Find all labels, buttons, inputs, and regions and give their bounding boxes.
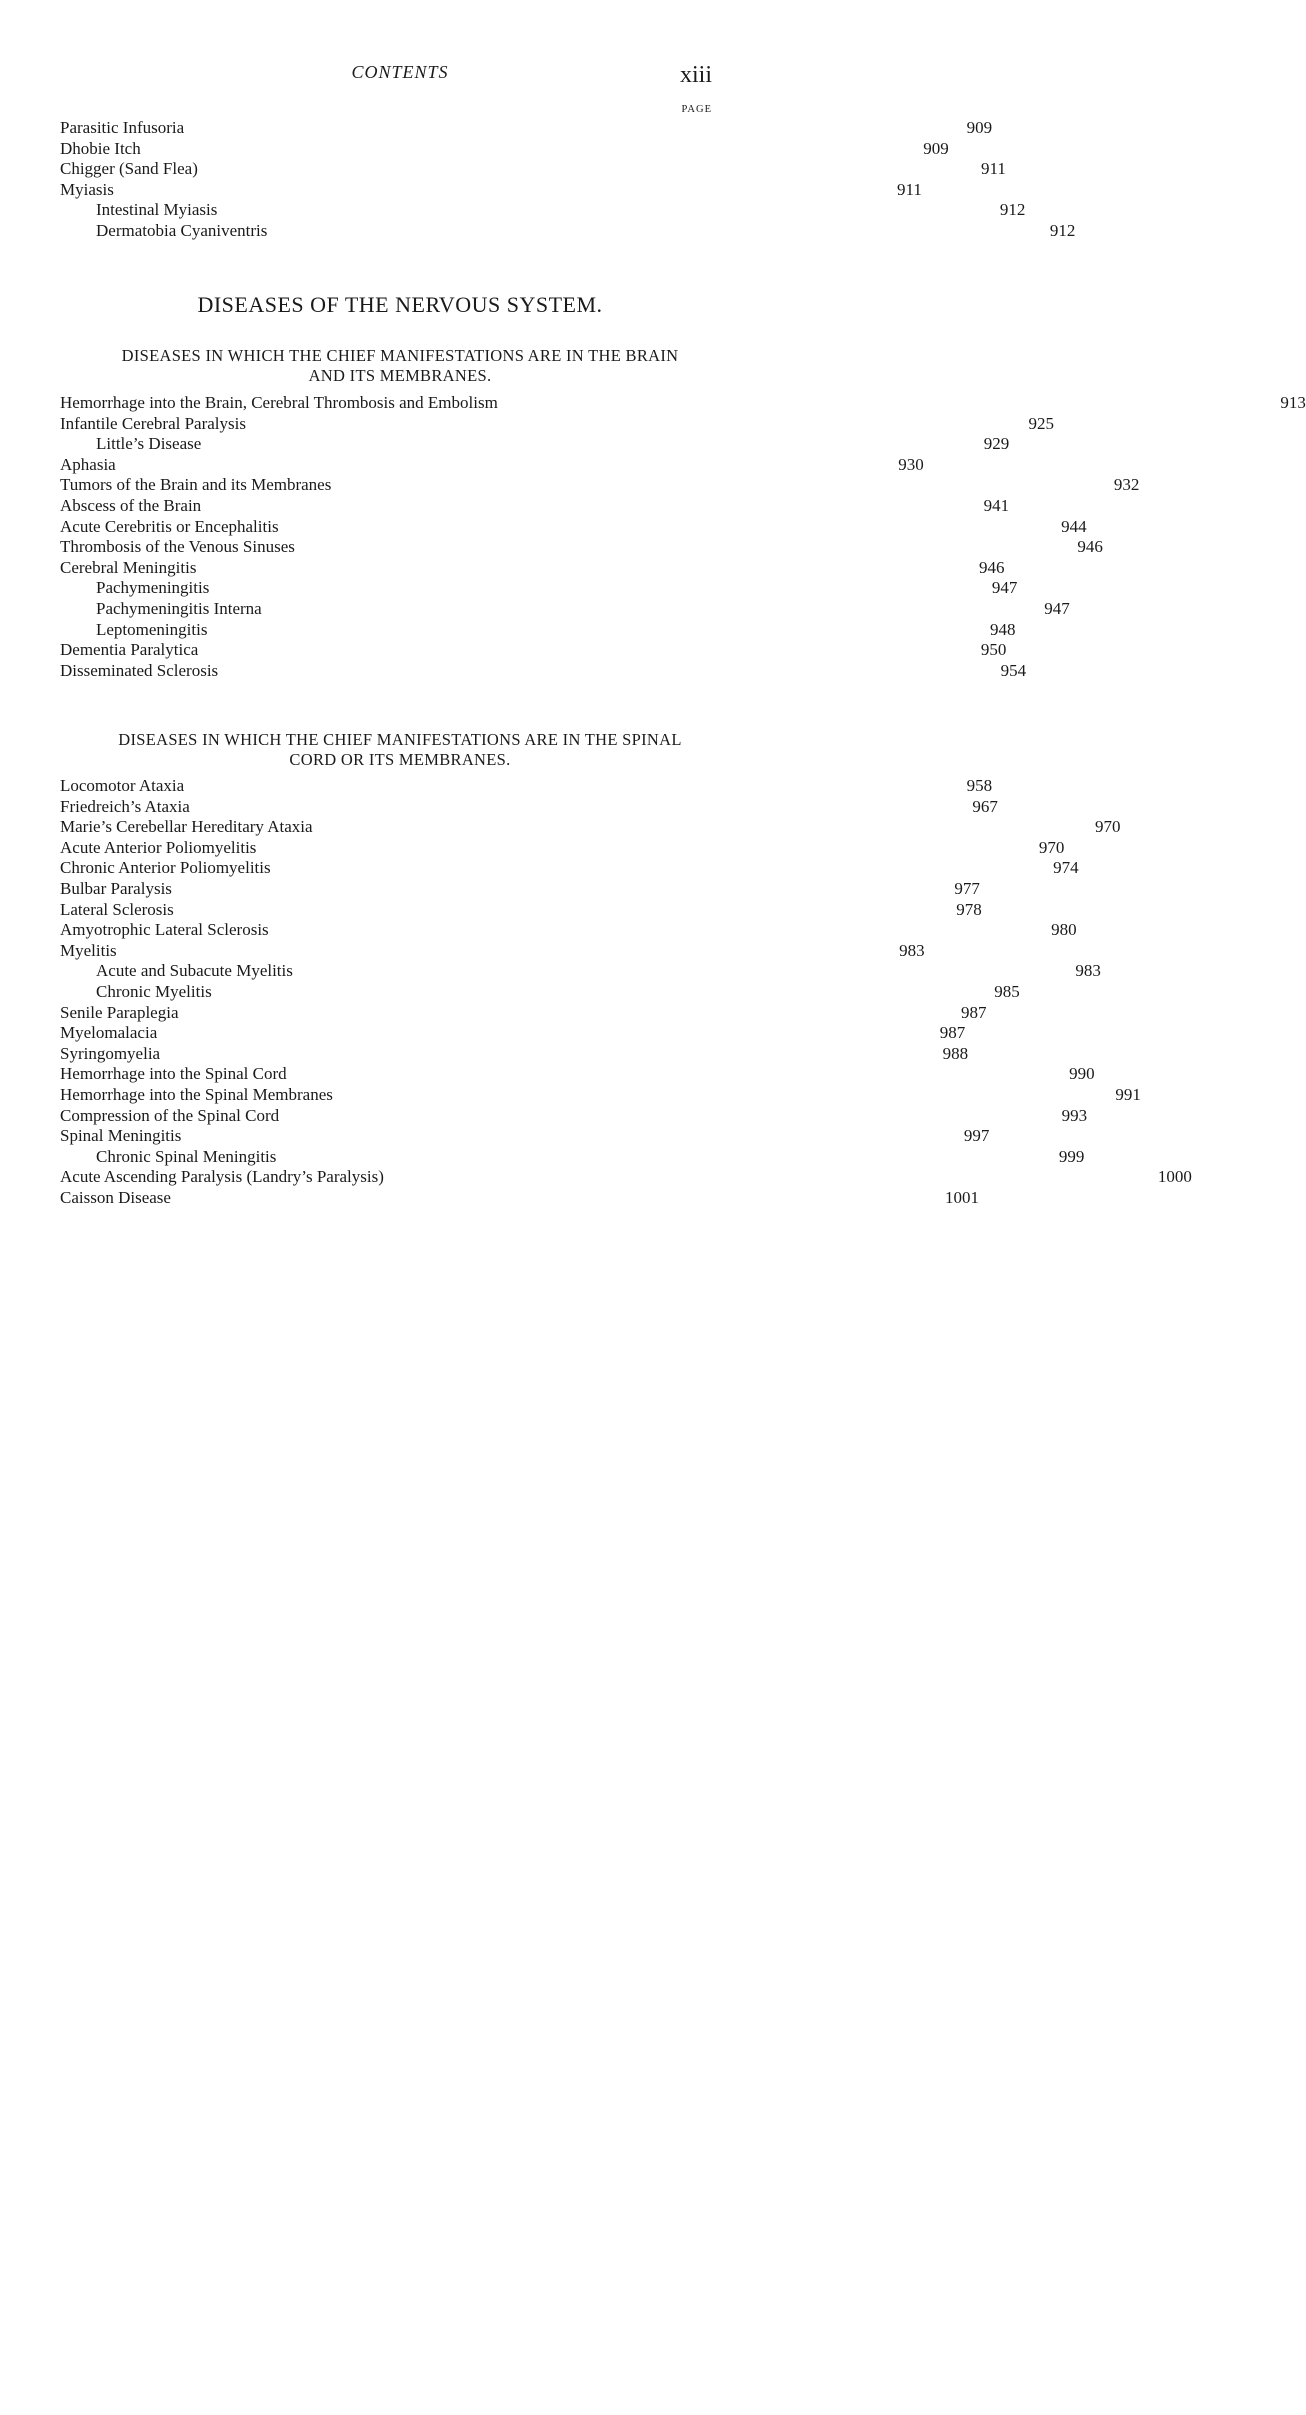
toc-entry-title: Marie’s Cerebellar Hereditary Ataxia <box>60 817 313 837</box>
toc-section-parasites <box>60 118 1076 242</box>
toc-entry-title: Dermatobia Cyaniventris <box>96 220 268 240</box>
toc-entry-page: 911 <box>980 159 1006 179</box>
toc-entry-page: 948 <box>989 619 1016 639</box>
section-heading-line: DISEASES IN WHICH THE CHIEF MANIFESTATIONS ARE IN THE BRAIN <box>121 346 679 365</box>
toc-entry <box>60 138 949 160</box>
toc-entry-page: 999 <box>1058 1146 1085 1166</box>
toc-entry-title: Parasitic Infusoria <box>60 118 185 137</box>
section-heading-line: AND ITS MEMBRANES. <box>308 366 492 385</box>
toc-entry-title: Cerebral Meningitis <box>60 557 197 577</box>
toc-entry-title: Senile Paraplegia <box>60 1002 179 1022</box>
toc-entry-title: Amyotrophic Lateral Sclerosis <box>60 920 269 940</box>
toc-entry-title: Little’s Disease <box>96 434 202 454</box>
toc-entry-page: 912 <box>999 200 1026 220</box>
toc-entry-page: 947 <box>991 578 1018 598</box>
toc-entry-title: Dhobie Itch <box>60 138 141 158</box>
toc-section-spinal-cord <box>60 776 1192 1208</box>
toc-entry <box>60 454 924 476</box>
toc-entry <box>60 899 982 921</box>
toc-entry-title: Spinal Meningitis <box>60 1126 182 1146</box>
toc-entry <box>60 858 1079 879</box>
toc-entry-page: 1000 <box>1157 1167 1192 1187</box>
toc-entry <box>60 776 993 797</box>
toc-entry-title: Disseminated Sclerosis <box>60 660 219 680</box>
toc-entry-title: Acute and Subacute Myelitis <box>96 961 293 981</box>
toc-entry-title: Infantile Cerebral Paralysis <box>60 413 246 433</box>
toc-entry-page: 944 <box>1061 516 1087 536</box>
toc-entry-title: Myelomalacia <box>60 1023 158 1043</box>
toc-entry-page: 970 <box>1095 817 1121 837</box>
toc-entry-page: 929 <box>983 434 1010 454</box>
section-heading-brain <box>60 346 740 386</box>
toc-entry-title: Bulbar Paralysis <box>60 878 172 898</box>
toc-entry-page: 909 <box>923 138 949 158</box>
toc-entry-title: Chronic Myelitis <box>96 981 212 1001</box>
toc-entry-page: 985 <box>994 981 1020 1001</box>
toc-entry-page: 987 <box>961 1002 987 1022</box>
toc-entry-page: 909 <box>966 118 993 137</box>
toc-entry-title: Compression of the Spinal Cord <box>60 1105 280 1125</box>
toc-entry-page: 946 <box>978 557 1005 577</box>
toc-entry-title: Hemorrhage into the Spinal Membranes <box>60 1084 333 1104</box>
section-heading-spinal-cord <box>60 730 740 770</box>
toc-entry-page: 977 <box>954 878 980 898</box>
toc-entry <box>60 817 1121 838</box>
toc-entry-title: Intestinal Myiasis <box>96 200 218 220</box>
toc-entry-page: 941 <box>983 495 1010 515</box>
toc-entry <box>60 940 925 962</box>
toc-entry-title: Abscess of the Brain <box>60 495 202 515</box>
page-column-label: PAGE <box>681 104 712 115</box>
section-heading-line: DISEASES IN WHICH THE CHIEF MANIFESTATIONS ARE IN THE SPINAL <box>118 730 682 749</box>
toc-entry <box>60 434 1010 455</box>
toc-entry-page: 950 <box>980 640 1007 660</box>
toc-entry-title: Syringomyelia <box>60 1043 161 1063</box>
toc-entry-page: 980 <box>1051 920 1077 940</box>
toc-entry <box>60 837 1065 859</box>
page-number: xiii <box>679 62 712 88</box>
toc-entry-title: Myiasis <box>60 179 114 199</box>
toc-entry <box>60 878 980 900</box>
toc-entry-title: Acute Anterior Poliomyelitis <box>60 837 257 857</box>
toc-entry-title: Hemorrhage into the Spinal Cord <box>60 1064 287 1084</box>
toc-section-brain <box>60 393 1306 681</box>
toc-entry <box>60 118 993 139</box>
toc-entry-title: Chronic Anterior Poliomyelitis <box>60 858 271 878</box>
section-heading-line: CORD OR ITS MEMBRANES. <box>289 750 511 769</box>
toc-entry-page: 987 <box>939 1023 966 1043</box>
toc-entry-title: Acute Ascending Paralysis (Landry’s Paralysis) <box>60 1167 384 1187</box>
toc-entry-page: 1001 <box>944 1187 979 1207</box>
toc-entry-title: Thrombosis of the Venous Sinuses <box>60 537 295 557</box>
toc-entry-page: 911 <box>896 179 922 199</box>
toc-entry-page: 954 <box>1000 660 1027 680</box>
toc-entry <box>60 393 1306 414</box>
toc-entry-page: 991 <box>1115 1084 1141 1104</box>
toc-entry <box>60 796 998 818</box>
toc-entry-title: Chigger (Sand Flea) <box>60 159 198 179</box>
toc-entry-title: Friedreich’s Ataxia <box>60 796 190 816</box>
toc-entry-title: Pachymeningitis Interna <box>96 598 262 618</box>
main-heading: DISEASES OF THE NERVOUS SYSTEM. <box>197 292 603 317</box>
toc-entry-page: 930 <box>898 454 924 474</box>
toc-entry-title: Lateral Sclerosis <box>60 899 174 919</box>
toc-entry-title: Aphasia <box>60 454 116 474</box>
toc-entry <box>60 413 1054 435</box>
toc-entry-title: Acute Cerebritis or Encephalitis <box>60 516 279 536</box>
toc-entry-page: 958 <box>966 776 993 795</box>
toc-entry-page: 993 <box>1061 1105 1088 1125</box>
toc-entry-page: 983 <box>899 940 925 960</box>
toc-entry-title: Myelitis <box>60 940 117 960</box>
running-title: CONTENTS <box>351 62 449 82</box>
toc-entry-title: Dementia Paralytica <box>60 640 199 660</box>
toc-entry-page: 912 <box>1049 220 1076 240</box>
toc-entry-page: 988 <box>942 1043 969 1063</box>
toc-entry-page: 947 <box>1044 598 1070 618</box>
toc-entry <box>60 179 922 201</box>
toc-entry-title: Locomotor Ataxia <box>60 776 185 795</box>
toc-entry-page: 974 <box>1053 858 1079 878</box>
toc-entry-page: 913 <box>1280 393 1306 412</box>
toc-entry-page: 997 <box>963 1126 990 1146</box>
toc-entry-page: 925 <box>1028 413 1054 433</box>
toc-entry-title: Caisson Disease <box>60 1187 171 1207</box>
toc-entry-page: 932 <box>1113 475 1140 495</box>
toc-entry-page: 970 <box>1038 837 1065 857</box>
toc-entry-page: 978 <box>956 899 982 919</box>
toc-entry-title: Chronic Spinal Meningitis <box>96 1146 277 1166</box>
toc-entry-page: 983 <box>1075 961 1101 981</box>
toc-entry-title: Pachymeningitis <box>96 578 210 598</box>
toc-entry-page: 946 <box>1077 537 1103 557</box>
toc-entry-title: Leptomeningitis <box>96 619 208 639</box>
toc-entry-title: Hemorrhage into the Brain, Cerebral Thrombosis and Embolism <box>60 393 498 412</box>
toc-entry-page: 990 <box>1069 1064 1095 1084</box>
toc-entry-page: 967 <box>972 796 998 816</box>
toc-entry <box>60 920 1077 941</box>
toc-entry-title: Tumors of the Brain and its Membranes <box>60 475 332 495</box>
